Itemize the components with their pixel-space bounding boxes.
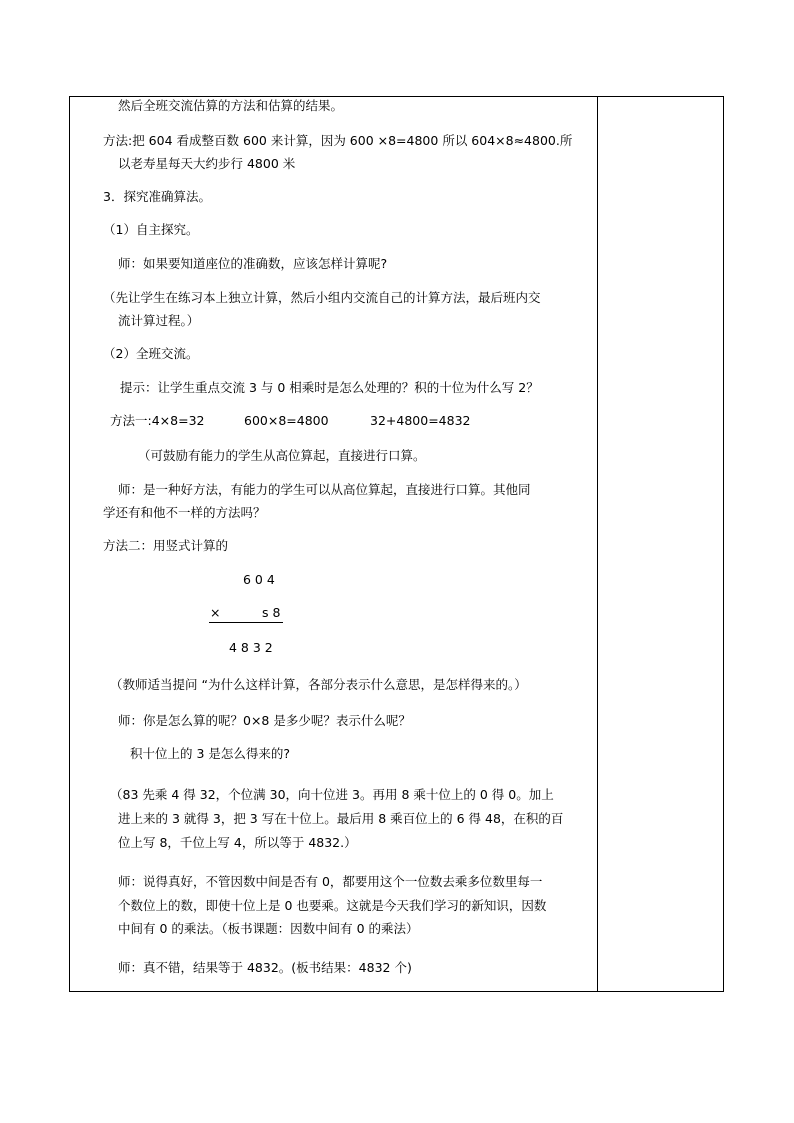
calc-result: 4 8 3 2 — [229, 640, 273, 655]
text-line: 然后全班交流估算的方法和估算的结果。 — [118, 98, 344, 113]
calc-times-sign: × — [210, 605, 221, 620]
calc-multiplier: s 8 — [262, 605, 281, 620]
text-line: （先让学生在练习本上独立计算，然后小组内交流自己的计算方法，最后班内交 — [103, 290, 541, 305]
method-one-step: 方法一:4×8=32 — [110, 413, 205, 428]
text-line: 方法二：用竖式计算的 — [103, 538, 229, 553]
column-divider — [597, 97, 598, 991]
text-line: 个数位上的数，即使十位上是 0 也要乘。这就是今天我们学习的新知识，因数 — [118, 898, 547, 913]
text-line: 进上来的 3 就得 3，把 3 写在十位上。最后用 8 乘百位上的 6 得 48，在积的百 — [118, 811, 564, 826]
text-line: 学还有和他不一样的方法吗？ — [103, 505, 266, 520]
subsection-heading: （2）全班交流。 — [103, 346, 199, 361]
text-line: （83 先乘 4 得 32，个位满 30，向十位进 3。再用 8 乘十位上的 0 得 0。加上 — [110, 787, 554, 802]
text-line: 以老寿星每天大约步行 4800 米 — [118, 156, 296, 171]
text-line: 方法:把 604 看成整百数 600 来计算，因为 600 ×8=4800 所以 604×8≈4800.所 — [103, 133, 573, 148]
text-line: （教师适当提问 “为什么这样计算，各部分表示什么意思，是怎样得来的。） — [110, 677, 527, 692]
text-line: 提示：让学生重点交流 3 与 0 相乘时是怎么处理的？积的十位为什么写 2？ — [120, 380, 539, 395]
calc-top-number: 6 0 4 — [243, 572, 275, 587]
method-one-step: 32+4800=4832 — [370, 413, 471, 428]
calc-underline — [209, 622, 283, 623]
text-line: 师：是一种好方法，有能力的学生可以从高位算起，直接进行口算。其他同 — [118, 482, 531, 497]
section-heading: 3．探究准确算法。 — [103, 189, 211, 204]
subsection-heading: （1）自主探究。 — [103, 222, 199, 237]
text-line: 师：说得真好，不管因数中间是否有 0，都要用这个一位数去乘多位数里每一 — [118, 874, 543, 889]
text-line: 积十位上的 3 是怎么得来的? — [130, 746, 291, 761]
text-line: 流计算过程。） — [118, 313, 200, 328]
text-line: （可鼓励有能力的学生从高位算起，直接进行口算。 — [138, 448, 426, 463]
text-line: 中间有 0 的乘法。（板书课题：因数中间有 0 的乘法） — [118, 921, 419, 936]
text-line: 师：真不错，结果等于 4832。(板书结果：4832 个) — [118, 960, 412, 975]
text-line: 位上写 8，千位上写 4，所以等于 4832.） — [118, 835, 357, 850]
text-line: 师：你是怎么算的呢？0×8 是多少呢？表示什么呢？ — [118, 713, 411, 728]
text-line: 师：如果要知道座位的准确数，应该怎样计算呢? — [118, 256, 388, 271]
method-one-step: 600×8=4800 — [244, 413, 329, 428]
